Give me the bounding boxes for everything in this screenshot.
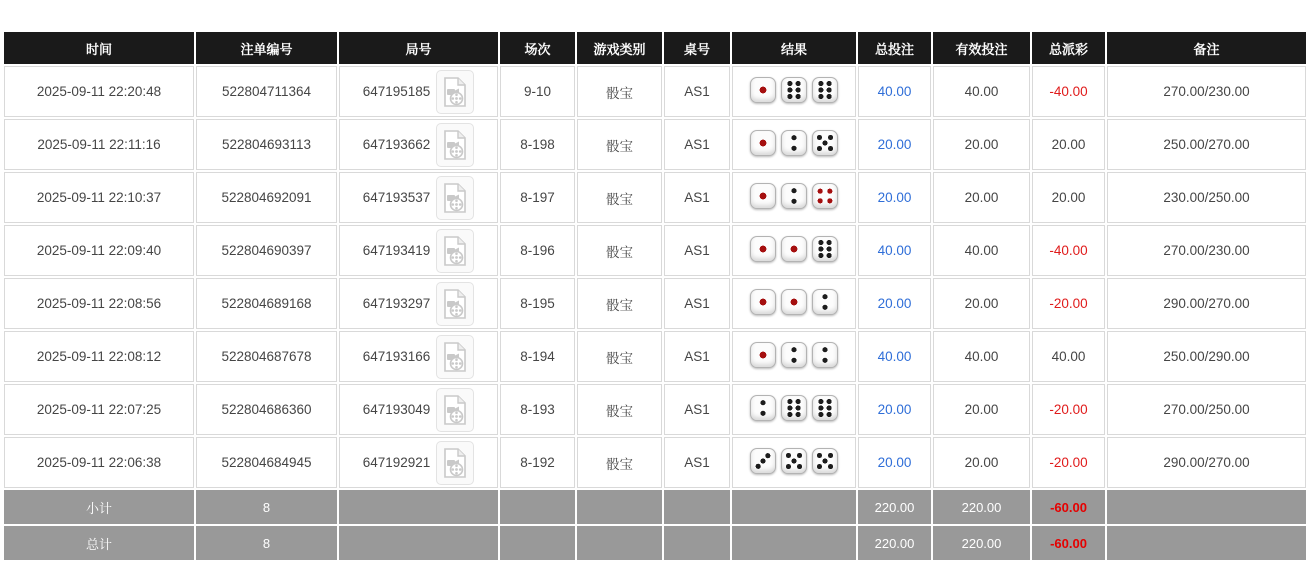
cell-remark: 250.00/290.00 bbox=[1107, 331, 1306, 382]
col-header-round: 局号 bbox=[339, 32, 498, 64]
cell-result bbox=[732, 119, 856, 170]
cell-result bbox=[732, 66, 856, 117]
cell-table-no: AS1 bbox=[664, 331, 730, 382]
col-header-table-no: 桌号 bbox=[664, 32, 730, 64]
round-number: 647193049 bbox=[362, 402, 431, 417]
cell-session: 8-195 bbox=[500, 278, 575, 329]
cell-result bbox=[732, 331, 856, 382]
round-number: 647195185 bbox=[362, 84, 431, 99]
subtotal-total-bet: 220.00 bbox=[858, 490, 931, 524]
cell-table-no: AS1 bbox=[664, 278, 730, 329]
die-icon bbox=[781, 236, 807, 262]
table-footer bbox=[4, 490, 1306, 560]
die-icon bbox=[750, 448, 776, 474]
cell-time: 2025-09-11 22:09:40 bbox=[4, 225, 194, 276]
cell-remark: 270.00/230.00 bbox=[1107, 66, 1306, 117]
die-icon bbox=[812, 289, 838, 315]
cell-game-type: 骰宝 bbox=[577, 331, 662, 382]
round-number: 647193297 bbox=[362, 296, 431, 311]
table-row bbox=[4, 225, 1306, 276]
cell-time: 2025-09-11 22:10:37 bbox=[4, 172, 194, 223]
grand-total-valid-bet: 220.00 bbox=[933, 526, 1030, 560]
cell-payout: -20.00 bbox=[1032, 278, 1105, 329]
video-replay-icon bbox=[441, 341, 469, 373]
cell-total-bet: 20.00 bbox=[858, 278, 931, 329]
cell-total-bet: 40.00 bbox=[858, 331, 931, 382]
cell-valid-bet: 20.00 bbox=[933, 172, 1030, 223]
cell-result bbox=[732, 225, 856, 276]
cell-payout: 20.00 bbox=[1032, 172, 1105, 223]
grand-total-payout: -60.00 bbox=[1032, 526, 1105, 560]
die-icon bbox=[781, 289, 807, 315]
video-replay-icon bbox=[441, 447, 469, 479]
cell-round bbox=[339, 278, 498, 329]
subtotal-label: 小计 bbox=[4, 490, 194, 524]
cell-valid-bet: 20.00 bbox=[933, 119, 1030, 170]
grand-total-row bbox=[4, 526, 1306, 560]
die-icon bbox=[781, 183, 807, 209]
cell-session: 8-197 bbox=[500, 172, 575, 223]
cell-session: 9-10 bbox=[500, 66, 575, 117]
cell-valid-bet: 40.00 bbox=[933, 331, 1030, 382]
cell-time: 2025-09-11 22:20:48 bbox=[4, 66, 194, 117]
cell-table-no: AS1 bbox=[664, 66, 730, 117]
round-number: 647193662 bbox=[362, 137, 431, 152]
col-header-game-type: 游戏类别 bbox=[577, 32, 662, 64]
cell-valid-bet: 20.00 bbox=[933, 278, 1030, 329]
cell-game-type: 骰宝 bbox=[577, 119, 662, 170]
die-icon bbox=[750, 77, 776, 103]
col-header-result: 结果 bbox=[732, 32, 856, 64]
col-header-session: 场次 bbox=[500, 32, 575, 64]
cell-round bbox=[339, 225, 498, 276]
table-body bbox=[4, 66, 1306, 488]
cell-session: 8-192 bbox=[500, 437, 575, 488]
col-header-valid-bet: 有效投注 bbox=[933, 32, 1030, 64]
die-icon bbox=[812, 448, 838, 474]
cell-round bbox=[339, 66, 498, 117]
cell-total-bet: 40.00 bbox=[858, 66, 931, 117]
cell-payout: -40.00 bbox=[1032, 66, 1105, 117]
cell-game-type: 骰宝 bbox=[577, 225, 662, 276]
video-replay-button[interactable] bbox=[436, 176, 474, 220]
die-icon bbox=[812, 183, 838, 209]
cell-valid-bet: 40.00 bbox=[933, 225, 1030, 276]
table-row bbox=[4, 172, 1306, 223]
subtotal-count: 8 bbox=[196, 490, 337, 524]
cell-payout: 40.00 bbox=[1032, 331, 1105, 382]
cell-round bbox=[339, 384, 498, 435]
cell-time: 2025-09-11 22:08:12 bbox=[4, 331, 194, 382]
cell-session: 8-198 bbox=[500, 119, 575, 170]
round-number: 647193419 bbox=[362, 243, 431, 258]
video-replay-icon bbox=[441, 394, 469, 426]
cell-table-no: AS1 bbox=[664, 172, 730, 223]
video-replay-button[interactable] bbox=[436, 441, 474, 485]
table-row bbox=[4, 437, 1306, 488]
die-icon bbox=[750, 130, 776, 156]
col-header-remark: 备注 bbox=[1107, 32, 1306, 64]
cell-result bbox=[732, 172, 856, 223]
cell-remark: 290.00/270.00 bbox=[1107, 437, 1306, 488]
die-icon bbox=[750, 395, 776, 421]
cell-bet-id: 522804693113 bbox=[196, 119, 337, 170]
subtotal-payout: -60.00 bbox=[1032, 490, 1105, 524]
cell-total-bet: 20.00 bbox=[858, 437, 931, 488]
table-header bbox=[4, 32, 1306, 64]
cell-table-no: AS1 bbox=[664, 384, 730, 435]
video-replay-icon bbox=[441, 76, 469, 108]
die-icon bbox=[812, 342, 838, 368]
cell-result bbox=[732, 278, 856, 329]
cell-result bbox=[732, 384, 856, 435]
table-row bbox=[4, 331, 1306, 382]
die-icon bbox=[781, 77, 807, 103]
round-number: 647193537 bbox=[362, 190, 431, 205]
cell-valid-bet: 40.00 bbox=[933, 66, 1030, 117]
die-icon bbox=[812, 395, 838, 421]
video-replay-button[interactable] bbox=[436, 123, 474, 167]
video-replay-icon bbox=[441, 235, 469, 267]
cell-round bbox=[339, 172, 498, 223]
bet-history-table bbox=[2, 30, 1308, 562]
cell-session: 8-196 bbox=[500, 225, 575, 276]
cell-bet-id: 522804686360 bbox=[196, 384, 337, 435]
die-icon bbox=[781, 130, 807, 156]
cell-table-no: AS1 bbox=[664, 225, 730, 276]
cell-payout: -40.00 bbox=[1032, 225, 1105, 276]
col-header-total-bet: 总投注 bbox=[858, 32, 931, 64]
die-icon bbox=[781, 342, 807, 368]
cell-round bbox=[339, 437, 498, 488]
cell-bet-id: 522804684945 bbox=[196, 437, 337, 488]
cell-bet-id: 522804690397 bbox=[196, 225, 337, 276]
table-row bbox=[4, 66, 1306, 117]
cell-total-bet: 20.00 bbox=[858, 384, 931, 435]
die-icon bbox=[750, 342, 776, 368]
col-header-payout: 总派彩 bbox=[1032, 32, 1105, 64]
video-replay-button[interactable] bbox=[436, 229, 474, 273]
cell-result bbox=[732, 437, 856, 488]
cell-valid-bet: 20.00 bbox=[933, 437, 1030, 488]
cell-bet-id: 522804711364 bbox=[196, 66, 337, 117]
cell-table-no: AS1 bbox=[664, 119, 730, 170]
die-icon bbox=[812, 236, 838, 262]
cell-bet-id: 522804687678 bbox=[196, 331, 337, 382]
cell-remark: 230.00/250.00 bbox=[1107, 172, 1306, 223]
cell-total-bet: 40.00 bbox=[858, 225, 931, 276]
die-icon bbox=[781, 395, 807, 421]
cell-table-no: AS1 bbox=[664, 437, 730, 488]
round-number: 647193166 bbox=[362, 349, 431, 364]
cell-time: 2025-09-11 22:08:56 bbox=[4, 278, 194, 329]
cell-game-type: 骰宝 bbox=[577, 278, 662, 329]
table-row bbox=[4, 384, 1306, 435]
cell-valid-bet: 20.00 bbox=[933, 384, 1030, 435]
cell-remark: 250.00/270.00 bbox=[1107, 119, 1306, 170]
cell-bet-id: 522804689168 bbox=[196, 278, 337, 329]
video-replay-button[interactable] bbox=[436, 282, 474, 326]
cell-payout: -20.00 bbox=[1032, 384, 1105, 435]
subtotal-valid-bet: 220.00 bbox=[933, 490, 1030, 524]
cell-game-type: 骰宝 bbox=[577, 384, 662, 435]
cell-total-bet: 20.00 bbox=[858, 172, 931, 223]
cell-session: 8-193 bbox=[500, 384, 575, 435]
cell-bet-id: 522804692091 bbox=[196, 172, 337, 223]
video-replay-icon bbox=[441, 182, 469, 214]
cell-payout: -20.00 bbox=[1032, 437, 1105, 488]
die-icon bbox=[812, 77, 838, 103]
cell-total-bet: 20.00 bbox=[858, 119, 931, 170]
die-icon bbox=[812, 130, 838, 156]
cell-remark: 270.00/250.00 bbox=[1107, 384, 1306, 435]
grand-total-total-bet: 220.00 bbox=[858, 526, 931, 560]
video-replay-icon bbox=[441, 288, 469, 320]
col-header-bet-id: 注单编号 bbox=[196, 32, 337, 64]
cell-time: 2025-09-11 22:06:38 bbox=[4, 437, 194, 488]
cell-session: 8-194 bbox=[500, 331, 575, 382]
video-replay-button[interactable] bbox=[436, 70, 474, 114]
cell-remark: 270.00/230.00 bbox=[1107, 225, 1306, 276]
video-replay-button[interactable] bbox=[436, 335, 474, 379]
cell-game-type: 骰宝 bbox=[577, 172, 662, 223]
cell-round bbox=[339, 331, 498, 382]
cell-time: 2025-09-11 22:07:25 bbox=[4, 384, 194, 435]
grand-total-label: 总计 bbox=[4, 526, 194, 560]
cell-game-type: 骰宝 bbox=[577, 437, 662, 488]
cell-game-type: 骰宝 bbox=[577, 66, 662, 117]
round-number: 647192921 bbox=[362, 455, 431, 470]
grand-total-count: 8 bbox=[196, 526, 337, 560]
table-row bbox=[4, 278, 1306, 329]
cell-payout: 20.00 bbox=[1032, 119, 1105, 170]
cell-time: 2025-09-11 22:11:16 bbox=[4, 119, 194, 170]
video-replay-button[interactable] bbox=[436, 388, 474, 432]
die-icon bbox=[750, 289, 776, 315]
cell-round bbox=[339, 119, 498, 170]
col-header-time: 时间 bbox=[4, 32, 194, 64]
video-replay-icon bbox=[441, 129, 469, 161]
die-icon bbox=[750, 236, 776, 262]
die-icon bbox=[750, 183, 776, 209]
subtotal-row bbox=[4, 490, 1306, 524]
table-row bbox=[4, 119, 1306, 170]
cell-remark: 290.00/270.00 bbox=[1107, 278, 1306, 329]
die-icon bbox=[781, 448, 807, 474]
